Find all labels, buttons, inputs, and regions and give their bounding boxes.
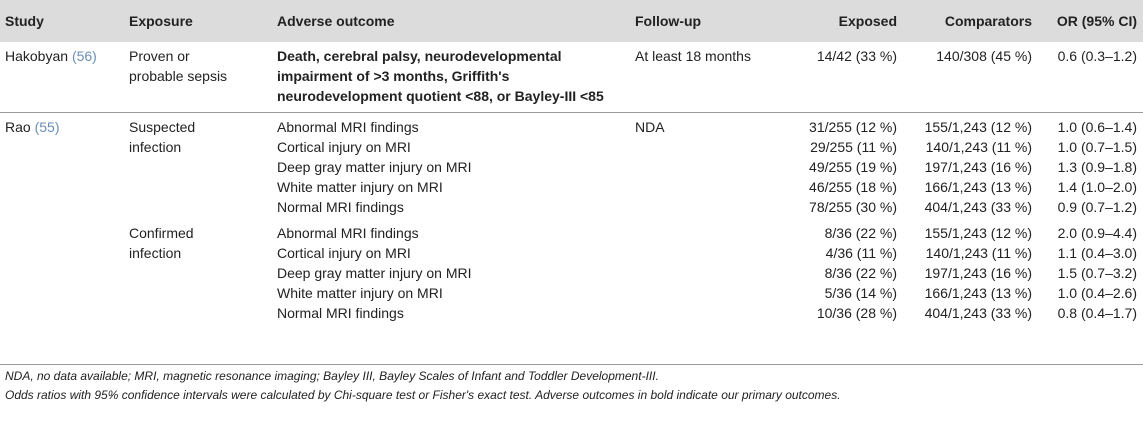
or-cell: 1.3 (0.9–1.8) — [1057, 159, 1137, 175]
comparators-cell: 404/1,243 (33 %) — [924, 305, 1032, 321]
outcome-cell: White matter injury on MRI — [277, 179, 443, 195]
or-cell: 2.0 (0.9–4.4) — [1057, 225, 1137, 241]
comparators-cell: 155/1,243 (12 %) — [924, 119, 1032, 135]
or-cell: 1.5 (0.7–3.2) — [1057, 265, 1137, 281]
exposed-cell: 8/36 (22 %) — [824, 225, 897, 241]
or-cell: 0.8 (0.4–1.7) — [1057, 305, 1137, 321]
exposure-cell: infection — [129, 139, 182, 155]
table-row — [0, 137, 1143, 157]
exposure-cell: Confirmed — [129, 225, 194, 241]
table-row — [0, 197, 1143, 217]
or-cell: 0.6 (0.3–1.2) — [1036, 42, 1143, 113]
outcome-cell: Abnormal MRI findings — [277, 225, 419, 241]
exposed-cell: 78/255 (30 %) — [809, 199, 897, 215]
or-cell: 0.9 (0.7–1.2) — [1057, 199, 1137, 215]
outcome-cell: Abnormal MRI findings — [277, 119, 419, 135]
exposure-cell: Suspected — [129, 119, 196, 135]
exposed-cell: 5/36 (14 %) — [824, 285, 897, 301]
header-exposure: Exposure — [125, 0, 273, 42]
footnote-abbreviations: NDA, no data available; MRI, magnetic resonance imaging; Bayley III, Bayley Scales of Infant and Toddler Development-III. — [5, 369, 659, 383]
footnote-methods: Odds ratios with 95% confidence intervals were calculated by Chi-square test or Fisher's exact test. Adverse outcomes in bold indicate our primary outcomes. — [5, 388, 841, 402]
header-or: OR (95% CI) — [1036, 0, 1143, 42]
table-footnotes — [5, 367, 1135, 405]
table-row — [0, 113, 1143, 138]
header-comparators: Comparators — [901, 0, 1036, 42]
exposed-cell: 10/36 (28 %) — [816, 305, 897, 321]
study-cell — [0, 42, 125, 113]
outcome-cell: White matter injury on MRI — [277, 285, 443, 301]
comparators-cell: 140/308 (45 %) — [901, 42, 1036, 113]
header-exposed: Exposed — [777, 0, 901, 42]
table-row — [0, 243, 1143, 263]
study-name: Hakobyan — [5, 48, 69, 64]
outcome-cell: Normal MRI findings — [277, 199, 404, 215]
exposed-cell: 4/36 (11 %) — [825, 245, 897, 261]
exposed-cell: 49/255 (19 %) — [809, 159, 897, 175]
table-row — [0, 283, 1143, 303]
or-cell: 1.0 (0.7–1.5) — [1057, 139, 1137, 155]
exposure-cell: infection — [129, 245, 182, 261]
study-cell — [0, 113, 125, 138]
outcome-cell: Deep gray matter injury on MRI — [277, 265, 472, 281]
table-row-hakobyan — [0, 42, 1143, 113]
or-cell: 1.0 (0.6–1.4) — [1057, 119, 1137, 135]
or-cell: 1.4 (1.0–2.0) — [1057, 179, 1137, 195]
comparators-cell: 140/1,243 (11 %) — [925, 139, 1032, 155]
outcome-cell: Death, cerebral palsy, neurodevelopmental impairment of >3 months, Griffith's neurodevelopment quotient <88, or Bayley-III <85 — [273, 42, 631, 113]
table-row — [0, 157, 1143, 177]
exposed-cell: 8/36 (22 %) — [824, 265, 897, 281]
outcome-cell: Cortical injury on MRI — [277, 245, 411, 261]
outcome-cell: Cortical injury on MRI — [277, 139, 411, 155]
exposed-cell: 31/255 (12 %) — [809, 119, 897, 135]
exposed-cell: 46/255 (18 %) — [809, 179, 897, 195]
outcome-cell: Deep gray matter injury on MRI — [277, 159, 472, 175]
table-row — [0, 303, 1143, 323]
exposed-cell: 29/255 (11 %) — [810, 139, 897, 155]
study-name: Rao — [5, 119, 31, 135]
comparators-cell: 197/1,243 (16 %) — [924, 265, 1032, 281]
outcome-cell: Normal MRI findings — [277, 305, 404, 321]
comparators-cell: 166/1,243 (13 %) — [924, 179, 1032, 195]
or-cell: 1.0 (0.4–2.6) — [1057, 285, 1137, 301]
table-row — [0, 217, 1143, 243]
followup-cell: NDA — [635, 119, 665, 135]
header-followup: Follow-up — [631, 0, 777, 42]
comparators-cell: 140/1,243 (11 %) — [925, 245, 1032, 261]
exposure-cell — [125, 42, 273, 113]
header-study: Study — [0, 0, 125, 42]
exposure-line: Proven or — [129, 48, 190, 64]
table-row — [0, 177, 1143, 197]
comparators-cell: 166/1,243 (13 %) — [924, 285, 1032, 301]
or-cell: 1.1 (0.4–3.0) — [1057, 245, 1137, 261]
reference-link[interactable]: (56) — [71, 48, 97, 64]
table-row — [0, 263, 1143, 283]
followup-cell: At least 18 months — [631, 42, 777, 113]
reference-link[interactable]: (55) — [34, 119, 60, 135]
exposed-cell: 14/42 (33 %) — [777, 42, 901, 113]
header-row — [0, 0, 1143, 42]
table-bottom-rule — [0, 364, 1143, 365]
comparators-cell: 197/1,243 (16 %) — [924, 159, 1032, 175]
comparators-cell: 404/1,243 (33 %) — [924, 199, 1032, 215]
comparators-cell: 155/1,243 (12 %) — [924, 225, 1032, 241]
exposure-line: probable sepsis — [129, 68, 228, 84]
header-outcome: Adverse outcome — [273, 0, 631, 42]
